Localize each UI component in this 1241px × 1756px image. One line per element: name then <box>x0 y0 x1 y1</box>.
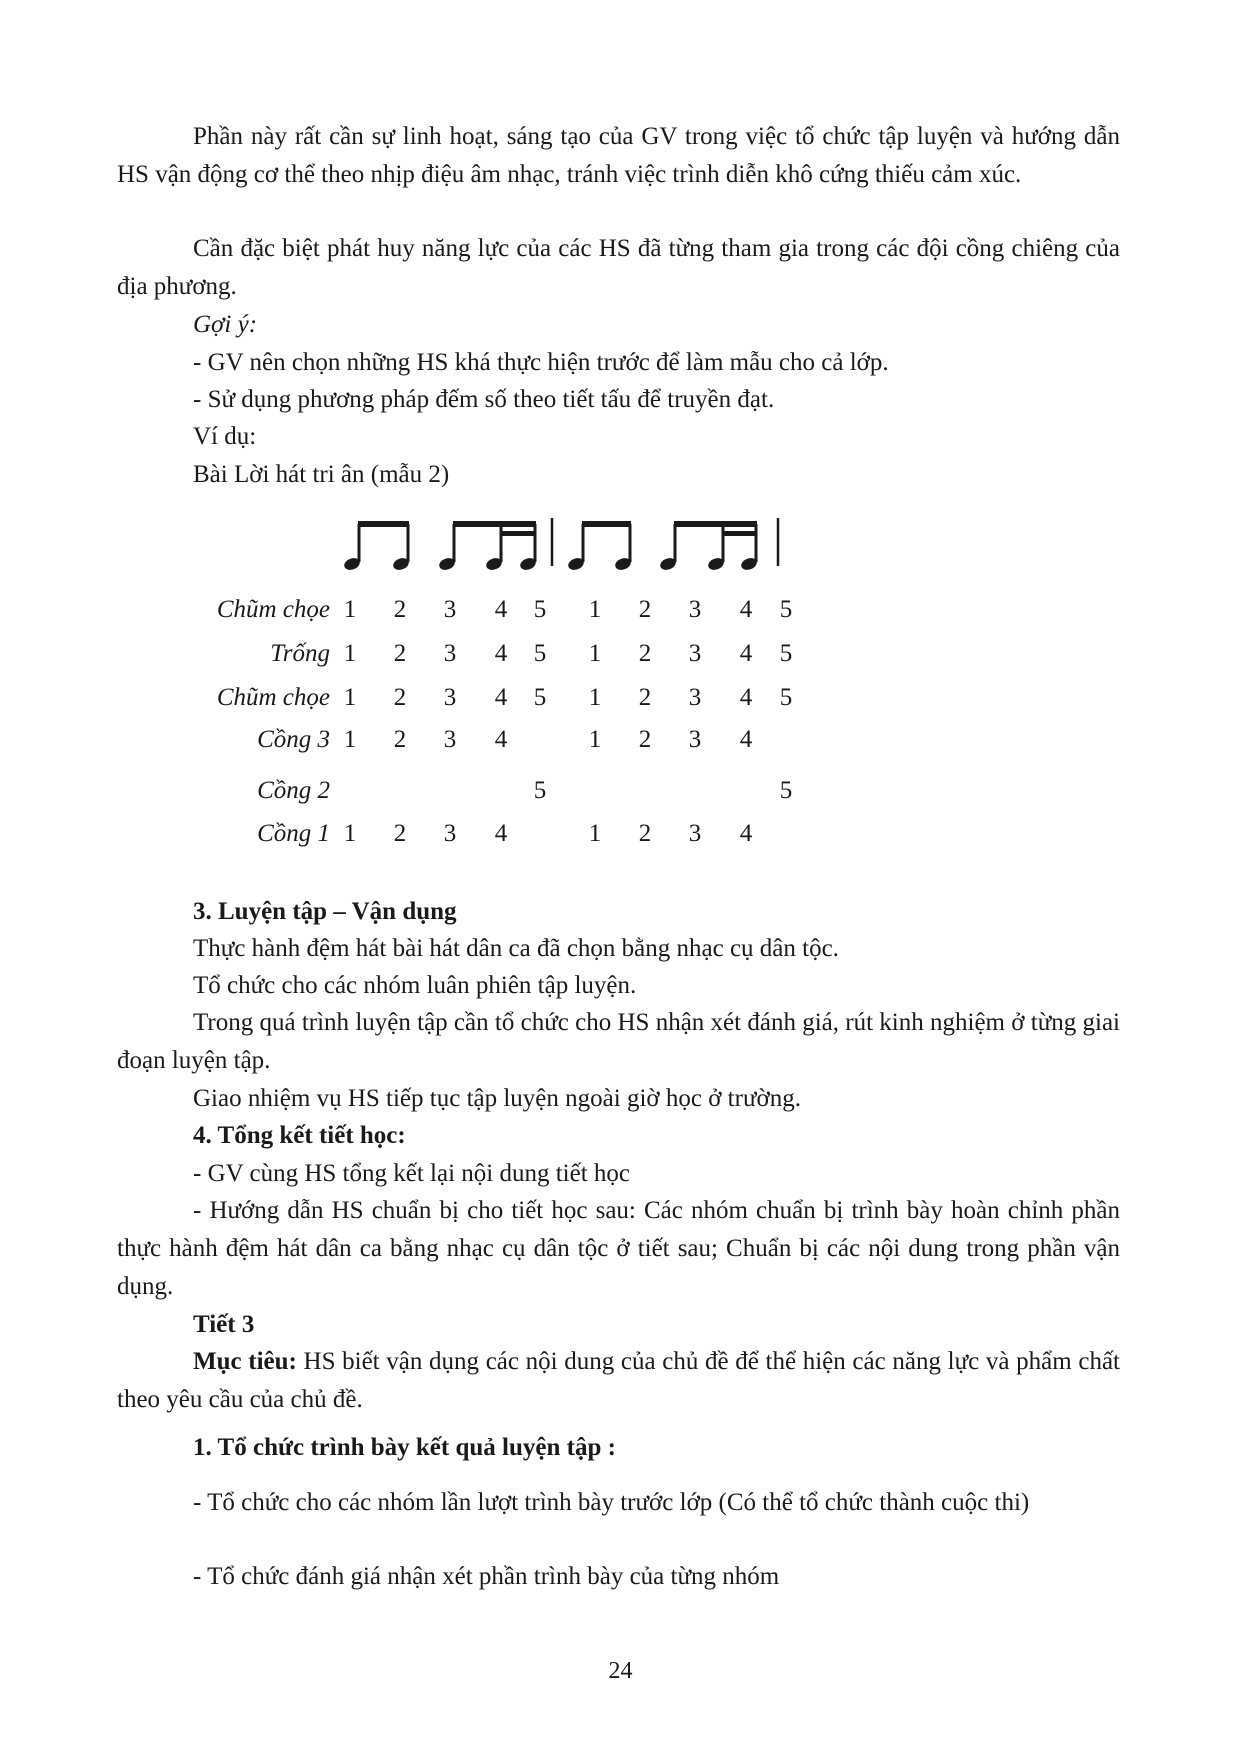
tiet3-subheading: 1. Tổ chức trình bày kết quả luyện tập : <box>193 1434 616 1461</box>
rhythm-count: 5 <box>779 640 793 667</box>
rhythm-count: 4 <box>739 684 753 711</box>
hint-label: Gợi ý: <box>193 311 258 338</box>
rhythm-count: 1 <box>588 684 602 711</box>
example-title: Bài Lời hát tri ân (mẫu 2) <box>193 461 450 488</box>
rhythm-count: 2 <box>393 596 407 623</box>
rhythm-count: 5 <box>779 684 793 711</box>
section4-line-1: - GV cùng HS tổng kết lại nội dung tiết học <box>193 1160 630 1187</box>
rhythm-count: 5 <box>533 596 547 623</box>
note-group-eighth-sixteenths-2 <box>659 521 759 572</box>
rhythm-count: 3 <box>443 640 457 667</box>
rhythm-count: 1 <box>343 640 357 667</box>
rhythm-count: 2 <box>638 820 652 847</box>
rhythm-count: 5 <box>779 596 793 623</box>
tiet3-heading: Tiết 3 <box>193 1311 255 1338</box>
rhythm-count: 1 <box>588 596 602 623</box>
rhythm-count: 4 <box>739 596 753 623</box>
tiet3-paragraph-1: - Tổ chức cho các nhóm lần lượt trình bày trước lớp (Có thể tổ chức thành cuộc thi) <box>193 1489 1030 1516</box>
rhythm-count: 4 <box>494 684 508 711</box>
section3-line-1: Thực hành đệm hát bài hát dân ca đã chọn bằng nhạc cụ dân tộc. <box>193 935 839 962</box>
objective-text: HS biết vận dụng các nội dung của chủ đề để thể hiện các năng lực và phẩm chất theo yêu cầu của chủ đề. <box>117 1348 1120 1413</box>
rhythm-count: 1 <box>343 684 357 711</box>
section3-heading: 3. Luyện tập – Vận dụng <box>193 898 457 925</box>
rhythm-count: 2 <box>638 684 652 711</box>
rhythm-count: 5 <box>533 777 547 804</box>
section3-line-2: Tổ chức cho các nhóm luân phiên tập luyện. <box>193 972 637 999</box>
rhythm-count: 1 <box>588 640 602 667</box>
rhythm-count: 3 <box>688 820 702 847</box>
note-group-eighths-1 <box>343 521 411 572</box>
rhythm-count: 4 <box>739 820 753 847</box>
rhythm-count: 4 <box>494 596 508 623</box>
rhythm-count: 4 <box>494 640 508 667</box>
rhythm-count: 2 <box>638 726 652 753</box>
tiet3-line-2: - Tổ chức đánh giá nhận xét phần trình bày của từng nhóm <box>193 1563 780 1590</box>
rhythm-row-label: Chũm chọe <box>216 596 330 623</box>
hint-item-2: - Sử dụng phương pháp đếm số theo tiết tấu để truyền đạt. <box>193 386 775 413</box>
rhythm-count: 2 <box>393 820 407 847</box>
rhythm-count: 1 <box>588 726 602 753</box>
example-label: Ví dụ: <box>193 423 257 450</box>
rhythm-count: 3 <box>443 726 457 753</box>
rhythm-count: 4 <box>739 640 753 667</box>
rhythm-count: 1 <box>343 726 357 753</box>
rhythm-count: 5 <box>779 777 793 804</box>
section3-line-4: Giao nhiệm vụ HS tiếp tục tập luyện ngoài giờ học ở trường. <box>193 1085 801 1112</box>
rhythm-count: 5 <box>533 640 547 667</box>
rhythm-count: 3 <box>688 596 702 623</box>
rhythm-row-label: Cồng 2 <box>257 777 330 804</box>
rhythm-count: 4 <box>494 726 508 753</box>
page-number: 24 <box>608 1658 633 1684</box>
intro-paragraph-2: Cần đặc biệt phát huy năng lực của các HS đã từng tham gia trong các đội cồng chiêng của địa phương. <box>117 235 1120 300</box>
rhythm-count: 5 <box>533 684 547 711</box>
section3-paragraph-3: Trong quá trình luyện tập cần tổ chức cho HS nhận xét đánh giá, rút kinh nghiệm ở từng giai đoạn luyện tập. <box>117 1009 1120 1074</box>
rhythm-row-label: Cồng 1 <box>257 820 330 847</box>
rhythm-count: 3 <box>443 820 457 847</box>
note-group-eighth-sixteenths-1 <box>438 521 538 572</box>
hint-item-1: - GV nên chọn những HS khá thực hiện trước để làm mẫu cho cả lớp. <box>193 349 889 376</box>
intro-paragraph-1: Phần này rất cần sự linh hoạt, sáng tạo của GV trong việc tổ chức tập luyện và hướng dẫn HS vận động cơ thể theo nhịp điệu âm nhạc, tránh việc trình diễn khô cứng thiếu cảm xúc. <box>117 123 1120 188</box>
section4-paragraph-2: - Hướng dẫn HS chuẩn bị cho tiết học sau: Các nhóm chuẩn bị trình bày hoàn chỉnh phần thực hành đệm hát dân ca bằng nhạc cụ dân tộc ở tiết sau; Chuẩn bị các nội dung trong phần vận dụng. <box>117 1197 1120 1300</box>
rhythm-count: 3 <box>443 684 457 711</box>
rhythm-count: 4 <box>494 820 508 847</box>
rhythm-count: 2 <box>393 684 407 711</box>
rhythm-row-label: Chũm chọe <box>216 684 330 711</box>
rhythm-count: 2 <box>638 640 652 667</box>
rhythm-count: 2 <box>393 640 407 667</box>
rhythm-count: 1 <box>588 820 602 847</box>
rhythm-count: 3 <box>688 640 702 667</box>
rhythm-count: 1 <box>343 596 357 623</box>
rhythm-count: 3 <box>443 596 457 623</box>
rhythm-notation <box>340 518 840 574</box>
rhythm-count: 3 <box>688 726 702 753</box>
rhythm-count: 3 <box>688 684 702 711</box>
rhythm-row-label: Trống <box>270 640 330 667</box>
rhythm-count: 4 <box>739 726 753 753</box>
rhythm-count: 2 <box>638 596 652 623</box>
section4-heading: 4. Tổng kết tiết học: <box>193 1122 406 1149</box>
rhythm-count: 1 <box>343 820 357 847</box>
rhythm-row-label: Cồng 3 <box>257 726 330 753</box>
rhythm-count: 2 <box>393 726 407 753</box>
tiet3-objective <box>117 1343 1120 1419</box>
note-group-eighths-2 <box>567 521 633 572</box>
objective-label: Mục tiêu: <box>193 1348 297 1375</box>
